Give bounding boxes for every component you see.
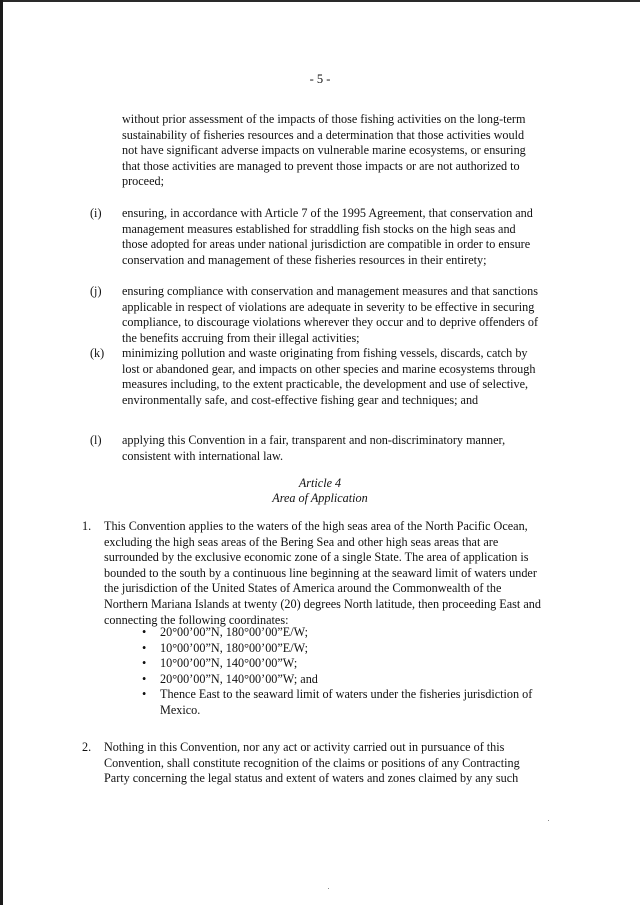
list-item-text: ensuring compliance with conservation and management measures and that sanctions applicable in respect of violations are adequate in severity to be effective in securing compliance, to discourage violations wherever they occur and to deprive offenders of the benefits accruing from their illegal activities; [122,284,539,345]
coordinate-text: 20°00’00”N, 180°00’00”E/W; [160,625,309,639]
bullet-icon: • [142,671,147,686]
list-item [140,656,540,672]
paragraph-number: 2. [82,740,92,754]
list-item-text: applying this Convention in a fair, transparent and non-discriminatory manner, consistent with international law. [122,433,506,463]
bullet-icon: • [142,640,147,655]
article-title: Area of Application [272,491,368,505]
coordinate-text: 10°00’00”N, 180°00’00”E/W; [160,640,309,655]
coordinate-text: Thence East to the seaward limit of waters under the fisheries jurisdiction of Mexico. [160,687,533,717]
page-number: - 5 - [309,72,331,86]
numbered-paragraph-2 [82,740,552,787]
coordinate-text: 20°00’00”N, 140°00’00”W; and [160,671,318,686]
list-item [140,672,540,688]
list-item-label: (k) [90,346,105,360]
list-item-text: ensuring, in accordance with Article 7 of the 1995 Agreement, that conservation and management measures established for straddling fish stocks on the high seas and those adopted for areas under national jurisdiction are compatible in order to ensure conservation and management of these fisheries resources in their entirety; [122,206,533,267]
list-item-label: (l) [90,433,102,447]
paragraph-text: Nothing in this Convention, nor any act or activity carried out in pursuance of this Convention, shall constitute recognition of the claims or positions of any Contracting Party concerning the legal status and extent of waters and zones claimed by any such [104,740,520,786]
scan-speck [548,820,549,821]
list-item-j [90,284,550,346]
continuation-paragraph: without prior assessment of the impacts of those fishing activities on the long-term sustainability of fisheries resources and a determination that those activities would not have significant adverse impacts on vulnerable marine ecosystems, or ensuring that those activities are managed to prevent those impacts or are not authorized to proceed; [122,112,526,189]
list-item [140,625,540,641]
list-item-k [90,346,550,408]
list-item-text: minimizing pollution and waste originating from fishing vessels, discards, catch by lost or abandoned gear, and impacts on other species and marine ecosystems through measures including, to the extent practicable, the development and use of selective, environmentally safe, and cost-effective fishing gear and techniques; and [122,346,536,407]
scan-speck [328,888,329,889]
list-item [140,687,540,718]
article-number: Article 4 [298,476,342,490]
coordinate-text: 10°00’00”N, 140°00’00”W; [160,656,298,671]
bullet-icon: • [142,625,147,639]
list-item-i [90,206,550,268]
bullet-icon: • [142,687,147,702]
coordinate-list [140,625,540,719]
paragraph-number: 1. [82,519,92,533]
numbered-paragraph-1 [82,519,552,628]
list-item-label: (j) [90,284,102,298]
list-item [140,641,540,657]
bullet-icon: • [142,656,147,671]
list-item-label: (i) [90,206,102,220]
list-item-l [90,433,550,464]
paragraph-text: This Convention applies to the waters of the high seas area of the North Pacific Ocean, excluding the high seas areas of the Bering Sea and other high seas areas that are surrounded by the exclusive economic zone of a single State. The area of application is bounded to the south by a continuous line beginning at the seaward limit of waters under the jurisdiction of the United States of America around the Commonwealth of the Northern Mariana Islands at twenty (20) degrees North latitude, then proceeding East and connecting the following coordinates: [104,519,541,627]
